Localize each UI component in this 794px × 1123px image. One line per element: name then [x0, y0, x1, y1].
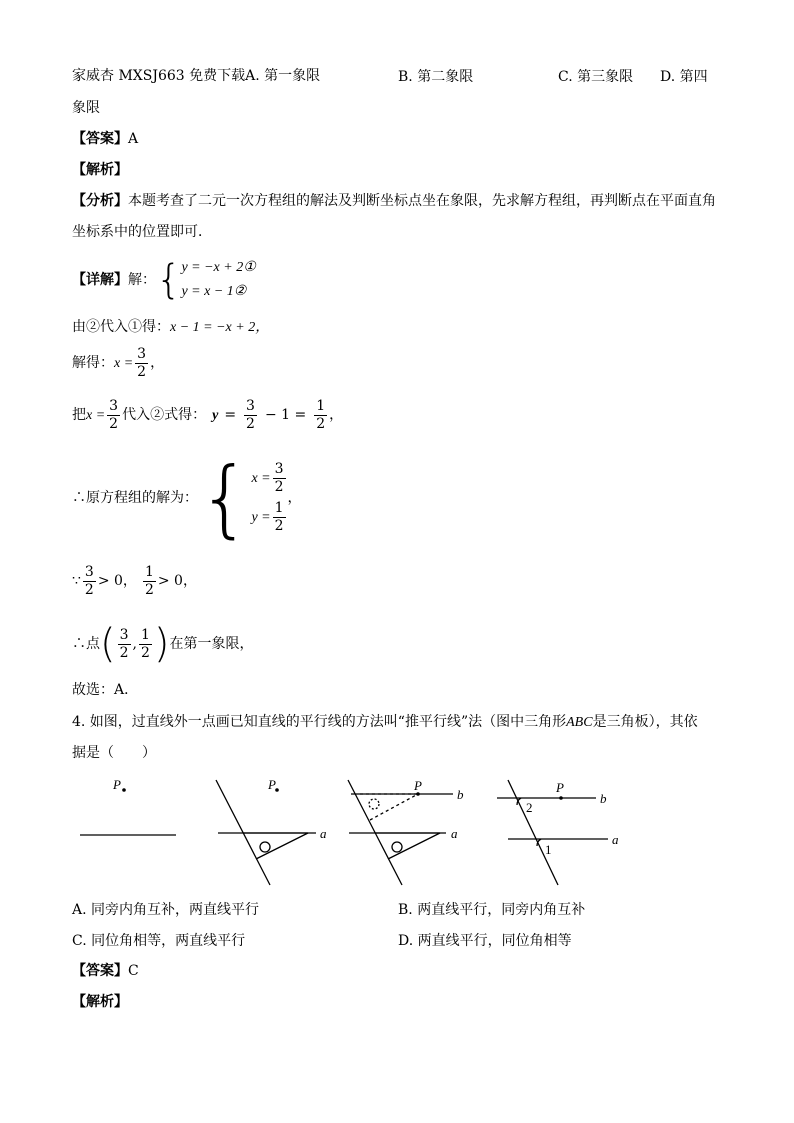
fig3-label-b: b [457, 787, 464, 802]
q4-option-a: A. 同旁内角互补，两直线平行 [72, 902, 260, 918]
fraction-1-2: $\frac{1}{2}$ [316, 397, 326, 432]
q4-analysis-tag: 【解析】 [72, 994, 128, 1010]
fig4-label-2: 2 [526, 800, 533, 815]
substitution-equation: x − 1 = −x + 2， [170, 320, 270, 335]
back-substitute-line: 把x = $\frac{3}{2}$ 代入②式得： y = $\frac{3}{2}$ − 1 = $\frac{1}{2}$ ， [72, 397, 344, 432]
xiangjie-tag: 【详解】 [72, 272, 128, 288]
fig4-label-a: a [612, 832, 619, 847]
fig2-triangle [243, 833, 308, 859]
xiangjie-line [72, 256, 256, 304]
fig4-label-b: b [600, 791, 607, 806]
q4-answer-value: C [128, 963, 139, 979]
substitution-line [72, 317, 269, 338]
solve-line: 解得：x = $\frac{3}{2}$ ， [72, 345, 165, 380]
option-c-prev: C. 第三象限 [558, 69, 634, 85]
solution-system: x = $\frac{3}{2}$ y = $\frac{1}{2}$ [251, 460, 284, 534]
because-line: ∵ $\frac{3}{2}$ > 0， $\frac{1}{2}$ > 0， [72, 563, 197, 598]
right-paren-icon: ) [153, 621, 170, 667]
solution-brace-icon: { [198, 449, 252, 547]
fig4-point-p [559, 796, 563, 800]
equation-system [181, 256, 255, 304]
left-paren-icon: ( [100, 621, 116, 667]
fig3-triangle [375, 833, 440, 859]
option-d-prev: D. 第四 [660, 69, 708, 85]
fenxi-line-2: 坐标系中的位置即可． [72, 224, 212, 240]
fraction-3-2: $\frac{3}{2}$ [137, 345, 147, 380]
q4-option-b: B. 两直线平行，同旁内角互补 [398, 902, 586, 918]
fig3-dashed-hole [369, 799, 379, 809]
fenxi-line-1 [72, 191, 716, 211]
answer-value: A [128, 131, 139, 147]
q4-option-d: D. 两直线平行，同位角相等 [398, 933, 572, 949]
q4-option-c: C. 同位角相等，两直线平行 [72, 933, 246, 949]
fraction-1-2: $\frac{1}{2}$ [144, 563, 154, 598]
fig3-label-p: P [414, 778, 422, 793]
answer-tag: 【答案】 [72, 131, 128, 147]
fraction-3-2: $\frac{3}{2}$ [274, 460, 284, 495]
fraction-3-2: $\frac{3}{2}$ [109, 397, 119, 432]
equation-2: y = x − 1② [181, 284, 247, 299]
option-b-prev: B. 第二象限 [398, 69, 474, 85]
answer-line [72, 129, 138, 149]
fig2-label-a: a [320, 826, 327, 841]
fig4-label-1: 1 [545, 842, 552, 857]
fenxi-tag: 【分析】 [72, 193, 128, 209]
point-line: ∴点( $\frac{3}{2}$ , $\frac{1}{2}$ )在第一象限， [72, 621, 254, 667]
option-a-prev: A. 第一象限 [245, 68, 321, 84]
solve-x: x = [114, 356, 134, 371]
q4-answer-line [72, 961, 139, 981]
xiangjie-lead: 解： [128, 272, 156, 288]
option-d-cont: 象限 [72, 100, 100, 116]
q4-stem-2: 据是（ ） [72, 745, 156, 761]
fenxi-text-1: 本题考查了二元一次方程组的解法及判断坐标点坐在象限，先求解方程组，再判断点在平面直角 [128, 193, 716, 209]
system-brace-icon: { [156, 257, 182, 303]
fig2-triangle-hole [260, 842, 270, 852]
fig3-triangle-dash [370, 794, 418, 820]
fig4-transversal [508, 780, 558, 885]
fraction-3-2: $\frac{3}{2}$ [84, 563, 94, 598]
fig2-label-p: P [268, 777, 276, 792]
fig4-label-p: P [556, 780, 564, 795]
parallel-construction-figures [0, 772, 794, 892]
fig3-label-a: a [451, 826, 458, 841]
fraction-3-2: $\frac{3}{2}$ [119, 626, 129, 661]
analysis-tag: 【解析】 [72, 162, 128, 178]
q4-answer-tag: 【答案】 [72, 963, 128, 979]
substitution-lead: 由②代入①得： [72, 319, 170, 335]
equation-1: y = −x + 2① [181, 260, 256, 275]
solution-lead: ∴原方程组的解为： [72, 490, 198, 506]
fig3-triangle-hole [392, 842, 402, 852]
fraction-3-2: $\frac{3}{2}$ [246, 397, 255, 432]
fraction-1-2: $\frac{1}{2}$ [140, 626, 150, 661]
fraction-1-2: $\frac{1}{2}$ [274, 499, 284, 534]
fig1-point-p [122, 788, 126, 792]
header-prefix: 家威杏 MXSJ663 免费下载 [72, 68, 246, 84]
q4-stem-1: 4. 如图，过直线外一点画已知直线的平行线的方法叫“推平行线”法（图中三角形ABC是三角板），其依 [72, 714, 698, 730]
solution-line: ∴原方程组的解为：{ x = $\frac{3}{2}$ y = $\frac{1}{2}$ ， [72, 449, 302, 547]
solve-lead: 解得： [72, 355, 114, 371]
fig1-label-p: P [113, 777, 121, 792]
header-line [72, 66, 320, 86]
choice-line: 故选：A． [72, 682, 139, 698]
ba-lead: 把 [72, 407, 86, 423]
